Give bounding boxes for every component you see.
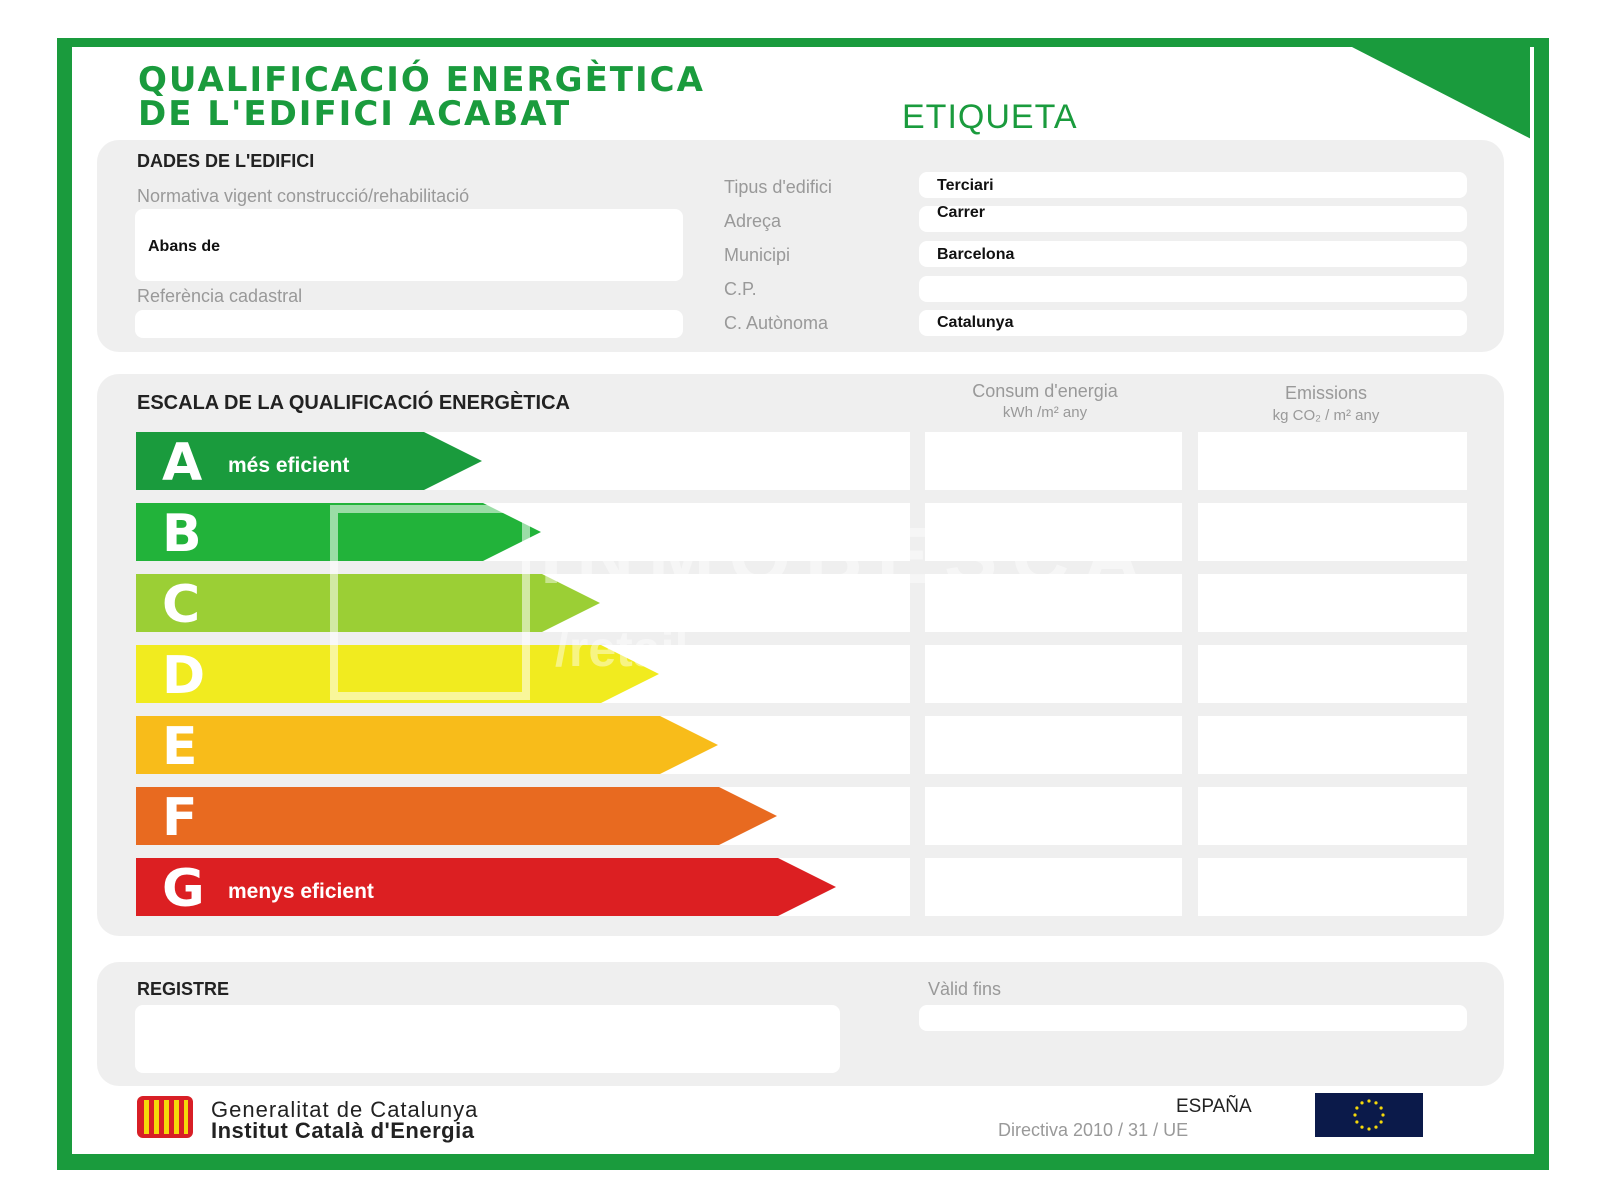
valid-field [919,1005,1467,1031]
adreca-label: Adreça [724,211,782,231]
eu-star [1360,1101,1363,1104]
rating-letter: E [162,717,198,777]
consum-title: Consum d'energia [972,381,1118,401]
icaen-name: Institut Català d'Energia [211,1118,475,1143]
referencia-field [135,310,683,338]
autonoma-value: Catalunya [937,314,1014,331]
normativa-value: Abans de [148,238,221,255]
rating-letter: G [162,859,205,919]
building-section-title: DADES DE L'EDIFICI [137,151,315,171]
consum-cell [925,716,1182,774]
consum-cell [925,645,1182,703]
emissions-cell [1198,645,1467,703]
eu-star [1374,1126,1377,1129]
tipus-label: Tipus d'edifici [724,177,832,197]
tipus-value: Terciari [937,177,994,194]
rating-bar-e [136,716,720,777]
eu-star [1353,1113,1356,1116]
cp-field [919,276,1467,302]
eu-star [1367,1099,1370,1102]
etiqueta-tag: ETIQUETA [902,98,1078,136]
eu-star [1367,1127,1370,1130]
eu-star [1360,1126,1363,1129]
country-label: ESPAÑA [1176,1096,1252,1117]
generalitat-name: Generalitat de Catalunya [211,1097,479,1122]
normativa-label: Normativa vigent construcció/rehabilitació [137,186,470,206]
generalitat-logo [137,1096,193,1138]
rating-caption: més eficient [228,454,350,477]
eu-star [1355,1120,1358,1123]
consum-cell [925,432,1182,490]
registre-label: REGISTRE [137,979,230,999]
emissions-cell [1198,574,1467,632]
eu-star [1355,1106,1358,1109]
rating-bar-a [136,432,484,493]
municipi-label: Municipi [724,245,791,265]
eu-flag-icon [1315,1093,1423,1137]
consum-cell [925,858,1182,916]
corner-triangle [1350,46,1530,146]
emissions-unit: kg CO₂ / m² any [1272,407,1380,424]
rating-bar-g [136,858,838,919]
eu-star [1380,1120,1383,1123]
rating-caption: menys eficient [228,880,374,903]
emissions-cell [1198,716,1467,774]
rating-letter: C [162,575,201,635]
emissions-cell [1198,432,1467,490]
emissions-cell [1198,787,1467,845]
cp-label: C.P. [724,279,757,299]
watermark-subtext: /retail [555,621,689,677]
rating-letter: D [162,646,206,706]
registre-field [135,1005,840,1073]
emissions-title: Emissions [1284,383,1368,403]
title-line-1: QUALIFICACIÓ ENERGÈTICA [138,60,705,100]
autonoma-label: C. Autònoma [724,313,829,333]
emissions-cell [1198,503,1467,561]
eu-star [1380,1106,1383,1109]
adreca-field [919,206,1467,232]
watermark-logo-box [330,505,530,700]
emissions-cell [1198,858,1467,916]
eu-star [1374,1101,1377,1104]
rating-letter: A [162,433,203,493]
title-line-2: DE L'EDIFICI ACABAT [138,94,572,134]
rating-letter: F [162,788,198,848]
eu-star [1381,1113,1384,1116]
tipus-field [919,172,1467,198]
municipi-value: Barcelona [937,246,1015,263]
consum-cell [925,787,1182,845]
scale-section-title: ESCALA DE LA QUALIFICACIÓ ENERGÈTICA [137,392,570,414]
watermark-text: INMOBESCA [540,511,1155,600]
directive-label: Directiva 2010 / 31 / UE [998,1120,1189,1140]
valid-label: Vàlid fins [928,979,1002,999]
adreca-value: Carrer [937,204,986,221]
consum-unit: kWh /m² any [1002,404,1088,421]
referencia-label: Referència cadastral [137,286,303,306]
rating-bar-f [136,787,779,848]
rating-letter: B [162,504,202,564]
